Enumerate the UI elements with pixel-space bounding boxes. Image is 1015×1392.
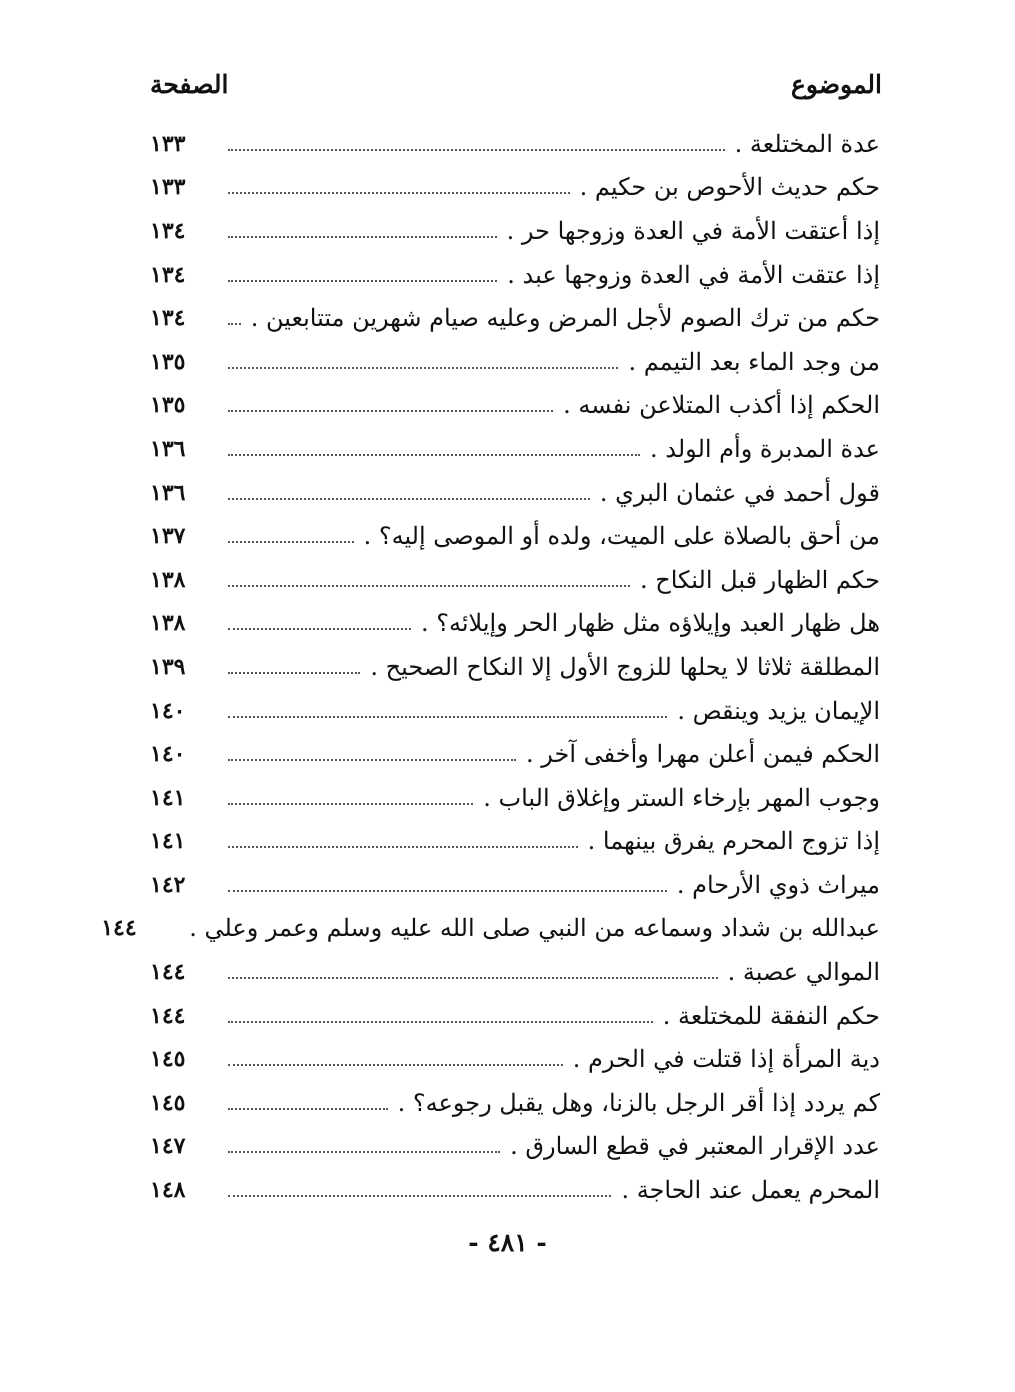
- toc-entry: [150, 471, 880, 515]
- toc-entry-page: ١٣٥: [150, 348, 186, 375]
- dot-leader: [228, 803, 473, 805]
- toc-entry-page: ١٤٢: [150, 871, 186, 898]
- toc-entry-page: ١٤٤: [101, 915, 137, 942]
- toc-entry-page: ١٤٤: [150, 1002, 186, 1029]
- toc-entry: [150, 950, 880, 994]
- toc-entry-title: إذا عتقت الأمة في العدة وزوجها عبد .: [507, 260, 880, 289]
- toc-entry-page: ١٤٥: [150, 1046, 186, 1073]
- toc-entry-title: هل ظهار العبد وإيلاؤه مثل ظهار الحر وإيلائه؟ .: [421, 609, 880, 638]
- toc-entry-title: الموالي عصبة .: [727, 958, 880, 987]
- toc-entry-title: من أحق بالصلاة على الميت، ولده أو الموصى إليه؟ .: [363, 522, 880, 551]
- toc-entry-title: المطلقة ثلاثا لا يحلها للزوج الأول إلا النكاح الصحيح .: [370, 652, 880, 681]
- toc-entry-title: حكم النفقة للمختلعة .: [662, 1001, 880, 1030]
- dot-leader: [228, 498, 590, 500]
- toc-entry-title: حكم حديث الأحوص بن حكيم .: [579, 173, 880, 202]
- toc-entry-title: كم يردد إذا أقر الرجل بالزنا، وهل يقبل رجوعه؟ .: [397, 1088, 880, 1117]
- toc-entry: [150, 558, 880, 602]
- dot-leader: [228, 846, 578, 848]
- toc-entry-title: المحرم يعمل عند الحاجة .: [621, 1176, 880, 1205]
- dot-leader: [228, 672, 360, 674]
- dot-leader: [228, 1064, 563, 1066]
- toc-entry-title: الحكم إذا أكذب المتلاعن نفسه .: [563, 391, 880, 420]
- dot-leader: [228, 149, 725, 151]
- toc-entry-page: ١٣٣: [150, 130, 186, 157]
- toc-entry: [150, 1081, 880, 1125]
- dot-leader: [228, 541, 354, 543]
- toc-entry-page: ١٤٤: [150, 959, 186, 986]
- toc-entry-title: حكم من ترك الصوم لأجل المرض وعليه صيام شهرين متتابعين .: [250, 304, 880, 333]
- dot-leader: [228, 1021, 653, 1023]
- toc-entry: [150, 994, 880, 1038]
- dot-leader: [228, 454, 640, 456]
- toc-entry-page: ١٣٤: [150, 217, 186, 244]
- toc-entry: [150, 863, 880, 907]
- toc-entry-page: ١٣٣: [150, 174, 186, 201]
- toc-entry: [150, 1125, 880, 1169]
- toc-entry: [150, 384, 880, 428]
- dot-leader: [228, 1151, 500, 1153]
- toc-entry-title: حكم الظهار قبل النكاح .: [639, 565, 880, 594]
- toc-entry-page: ١٣٦: [150, 479, 186, 506]
- toc-header: [150, 70, 882, 110]
- toc-entry-title: الإيمان يزيد وينقص .: [677, 696, 880, 725]
- dot-leader: [228, 977, 718, 979]
- toc-entry-page: ١٣٤: [150, 305, 186, 332]
- toc-entry-page: ١٣٨: [150, 610, 186, 637]
- toc-entry: [150, 689, 880, 733]
- toc-entry: [150, 1168, 880, 1212]
- toc-entry-page: ١٣٤: [150, 261, 186, 288]
- dot-leader: [228, 585, 630, 587]
- toc-entry-title: ميراث ذوي الأرحام .: [676, 870, 880, 899]
- dot-leader: [228, 410, 553, 412]
- toc-entry-page: ١٤١: [150, 784, 186, 811]
- dot-leader: [228, 1195, 611, 1197]
- toc-entry: [150, 1037, 880, 1081]
- toc-entry: [150, 820, 880, 864]
- dot-leader: [228, 759, 516, 761]
- toc-entry: [150, 166, 880, 210]
- toc-entry: [150, 776, 880, 820]
- toc-entry-title: إذا أعتقت الأمة في العدة وزوجها حر .: [506, 216, 880, 245]
- dot-leader: [228, 323, 241, 325]
- toc-entry: [150, 296, 880, 340]
- toc-entry-title: دية المرأة إذا قتلت في الحرم .: [572, 1045, 880, 1074]
- dot-leader: [228, 367, 618, 369]
- dot-leader: [228, 280, 497, 282]
- toc-entry-page: ١٤٧: [150, 1133, 186, 1160]
- toc-entry-page: ١٣٩: [150, 653, 186, 680]
- toc-entry-page: ١٣٨: [150, 566, 186, 593]
- dot-leader: [228, 236, 497, 238]
- toc-entry-title: الحكم فيمن أعلن مهرا وأخفى آخر .: [526, 740, 880, 769]
- toc-entry-page: ١٣٦: [150, 435, 186, 462]
- toc-entry: [150, 732, 880, 776]
- dot-leader: [228, 628, 411, 630]
- toc-entry-title: إذا تزوج المحرم يفرق بينهما .: [587, 827, 880, 856]
- dot-leader: [228, 1108, 388, 1110]
- toc-entry-page: ١٤٨: [150, 1177, 186, 1204]
- toc-entry-page: ١٤٥: [150, 1089, 186, 1116]
- toc-entry-title: قول أحمد في عثمان البري .: [599, 478, 880, 507]
- topic-column-heading: الموضوع: [791, 70, 882, 99]
- page-number: - ٤٨١ -: [468, 1228, 547, 1257]
- toc-entry: [150, 427, 880, 471]
- toc-entry: [150, 340, 880, 384]
- dot-leader: [228, 192, 570, 194]
- toc-entry: [150, 122, 880, 166]
- toc-entry-title: عدة المدبرة وأم الولد .: [650, 434, 880, 463]
- toc-entry: [150, 209, 880, 253]
- table-of-contents: [101, 122, 880, 1212]
- toc-entry: [150, 645, 880, 689]
- dot-leader: [228, 716, 667, 718]
- page-column-heading: الصفحة: [150, 70, 229, 99]
- toc-entry-page: ١٤١: [150, 828, 186, 855]
- toc-entry: [150, 602, 880, 646]
- dot-leader: [228, 890, 667, 892]
- toc-entry: [150, 514, 880, 558]
- toc-entry-title: وجوب المهر بإرخاء الستر وإغلاق الباب .: [483, 783, 880, 812]
- toc-entry: [150, 253, 880, 297]
- toc-entry-page: ١٣٧: [150, 523, 186, 550]
- toc-entry-title: من وجد الماء بعد التيمم .: [628, 347, 880, 376]
- toc-entry-page: ١٤٠: [150, 741, 186, 768]
- toc-entry: [101, 907, 880, 951]
- toc-entry-title: عدد الإقرار المعتبر في قطع السارق .: [510, 1132, 880, 1161]
- toc-entry-title: عدة المختلعة .: [734, 129, 880, 158]
- toc-entry-page: ١٣٥: [150, 392, 186, 419]
- toc-entry-page: ١٤٠: [150, 697, 186, 724]
- toc-entry-title: عبدالله بن شداد وسماعه من النبي صلى الله عليه وسلم وعمر وعلي .: [189, 914, 880, 943]
